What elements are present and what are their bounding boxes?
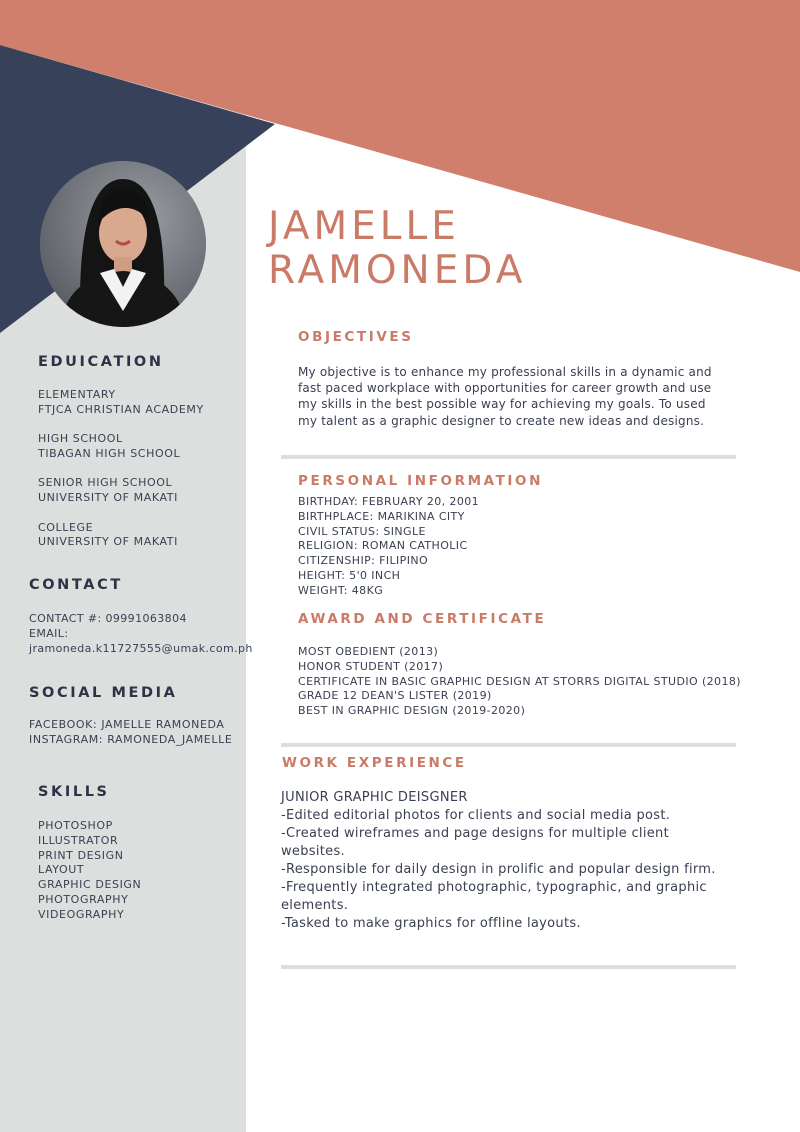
contact-heading: CONTACT bbox=[29, 577, 123, 593]
award-item: MOST OBEDIENT (2013) bbox=[298, 645, 439, 658]
education-level: COLLEGE bbox=[38, 520, 94, 534]
social-heading: SOCIAL MEDIA bbox=[29, 685, 178, 701]
skill-item: GRAPHIC DESIGN bbox=[38, 878, 142, 892]
education-school: UNIVERSITY OF MAKATI bbox=[38, 491, 178, 505]
social-list bbox=[29, 718, 232, 748]
candidate-name bbox=[268, 205, 526, 293]
award-item: BEST IN GRAPHIC DESIGN (2019-2020) bbox=[298, 704, 526, 718]
personal-citizenship: CITIZENSHIP: FILIPINO bbox=[298, 554, 429, 568]
objectives-heading: OBJECTIVES bbox=[298, 329, 414, 345]
personal-birthplace: BIRTHPLACE: MARIKINA CITY bbox=[298, 509, 465, 523]
work-item: -Tasked to make graphics for offline layouts. bbox=[281, 916, 581, 931]
personal-religion: RELIGION: ROMAN CATHOLIC bbox=[298, 539, 468, 553]
social-instagram: INSTAGRAM: RAMONEDA_JAMELLE bbox=[29, 732, 233, 746]
award-item: HONOR STUDENT (2017) bbox=[298, 659, 444, 673]
work-list bbox=[281, 789, 721, 933]
personal-weight: WEIGHT: 48KG bbox=[298, 583, 384, 597]
skills-heading: SKILLS bbox=[38, 784, 110, 800]
objectives-text: My objective is to enhance my professional skills in a dynamic and fast paced workplace with opportunities for career growth and use my skills in the best possible way for achieving my goals. To used my talent as a graphic designer to create new ideas and designs. bbox=[298, 365, 712, 428]
education-school: UNIVERSITY OF MAKATI bbox=[38, 535, 178, 549]
skills-list bbox=[38, 819, 141, 923]
skill-item: PHOTOGRAPHY bbox=[38, 892, 129, 906]
skill-item: VIDEOGRAPHY bbox=[38, 907, 125, 921]
work-title: JUNIOR GRAPHIC DEISGNER bbox=[281, 790, 468, 805]
skill-item: ILLUSTRATOR bbox=[38, 833, 119, 847]
work-heading: WORK EXPERIENCE bbox=[282, 755, 467, 771]
skill-item: PHOTOSHOP bbox=[38, 819, 113, 832]
contact-phone: CONTACT #: 09991063804 bbox=[29, 612, 187, 625]
education-item bbox=[38, 521, 204, 551]
profile-photo bbox=[40, 161, 206, 327]
personal-birthday: BIRTHDAY: FEBRUARY 20, 2001 bbox=[298, 495, 480, 508]
last-name: RAMONEDA bbox=[268, 248, 527, 293]
education-list bbox=[38, 388, 204, 565]
section-divider bbox=[281, 455, 736, 459]
education-level: ELEMENTARY bbox=[38, 388, 116, 401]
education-level: SENIOR HIGH SCHOOL bbox=[38, 476, 173, 490]
work-item: -Edited editorial photos for clients and social media post. bbox=[281, 808, 671, 823]
award-item: CERTIFICATE IN BASIC GRAPHIC DESIGN AT STORRS DIGITAL STUDIO (2018) bbox=[298, 674, 741, 688]
contact-list bbox=[29, 612, 253, 656]
work-item: -Responsible for daily design in prolific and popular design firm. bbox=[281, 862, 716, 877]
education-school: TIBAGAN HIGH SCHOOL bbox=[38, 446, 181, 460]
personal-civil-status: CIVIL STATUS: SINGLE bbox=[298, 524, 426, 538]
social-facebook: FACEBOOK: JAMELLE RAMONEDA bbox=[29, 718, 225, 731]
education-level: HIGH SCHOOL bbox=[38, 432, 123, 446]
section-divider bbox=[281, 743, 736, 747]
section-divider bbox=[281, 965, 736, 969]
contact-email[interactable]: jramoneda.k11727555@umak.com.ph bbox=[29, 641, 253, 655]
skill-item: PRINT DESIGN bbox=[38, 848, 124, 862]
education-item bbox=[38, 432, 204, 462]
skill-item: LAYOUT bbox=[38, 863, 85, 877]
education-heading: EDUICATION bbox=[38, 354, 164, 370]
award-item: GRADE 12 DEAN'S LISTER (2019) bbox=[298, 689, 492, 703]
education-item bbox=[38, 388, 204, 418]
awards-heading: AWARD AND CERTIFICATE bbox=[298, 611, 547, 627]
work-item: -Created wireframes and page designs for multiple client websites. bbox=[281, 826, 669, 859]
personal-info-list bbox=[298, 495, 479, 599]
first-name: JAMELLE bbox=[268, 204, 460, 249]
personal-info-heading: PERSONAL INFORMATION bbox=[298, 473, 544, 489]
personal-height: HEIGHT: 5'0 INCH bbox=[298, 568, 401, 582]
contact-email-label: EMAIL: bbox=[29, 626, 69, 640]
awards-list bbox=[298, 645, 741, 719]
work-item: -Frequently integrated photographic, typographic, and graphic elements. bbox=[281, 880, 707, 913]
education-item bbox=[38, 476, 204, 506]
education-school: FTJCA CHRISTIAN ACADEMY bbox=[38, 402, 204, 416]
